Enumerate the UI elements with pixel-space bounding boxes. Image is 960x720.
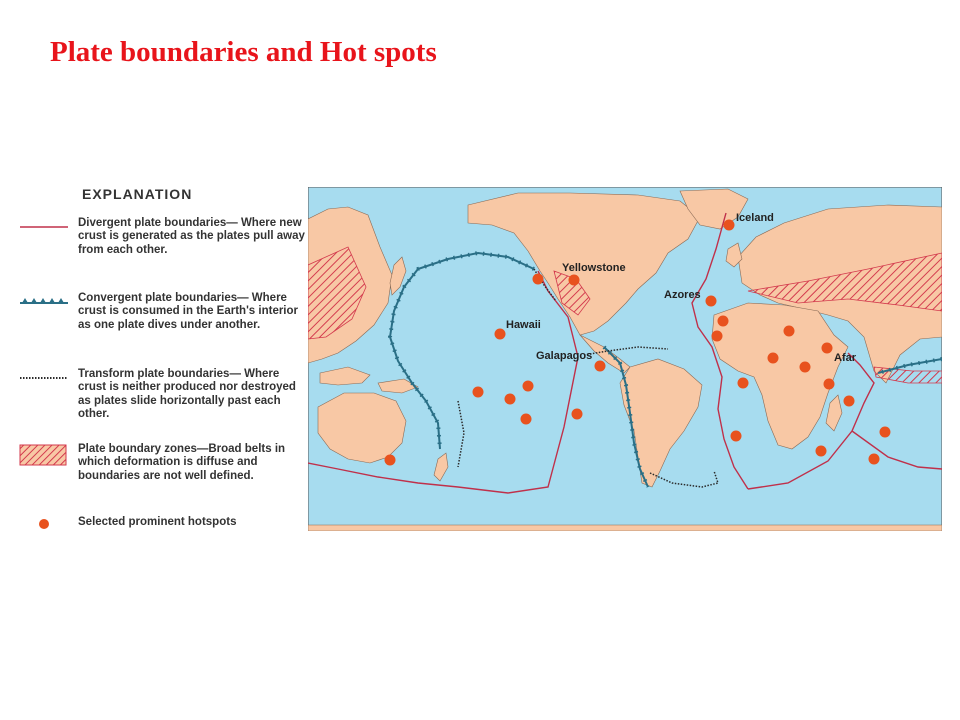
divergent-line-icon <box>18 217 70 243</box>
land-antarctica-edge <box>308 525 942 531</box>
page-title: Plate boundaries and Hot spots <box>50 36 437 68</box>
hotspot-iceland <box>724 220 735 231</box>
boundary-zone-hatch-icon <box>18 443 70 469</box>
hotspot-tristan <box>731 431 742 442</box>
world-map <box>308 187 942 531</box>
hotspot-galapagos <box>595 361 606 372</box>
hotspot-hawaii <box>495 329 506 340</box>
hotspot-yellowstone <box>569 275 580 286</box>
hotspot-ascension <box>738 378 749 389</box>
hotspot-reunion <box>844 396 855 407</box>
hotspot-lord-howe <box>385 455 396 466</box>
hotspot-st-paul <box>880 427 891 438</box>
label-iceland: Iceland <box>736 212 774 224</box>
legend-text-divergent: Divergent plate boundaries— Where new crust is generated as the plates pull away from each other. <box>78 217 305 256</box>
hotspot-comoros <box>824 379 835 390</box>
label-afar: Afar <box>834 352 857 364</box>
legend-text-transform: Transform plate boundaries— Where crust is neither produced nor destroyed as plates slide horizontally past each other. <box>78 368 296 421</box>
hotspot-kerguelen <box>869 454 880 465</box>
hotspot-juan-fernandez <box>572 409 583 420</box>
hotspot-marion <box>816 446 827 457</box>
hotspot-macdonald <box>521 414 532 425</box>
label-galapagos: Galapagos <box>536 350 593 362</box>
hotspot-yellowstone-west <box>533 274 544 285</box>
hotspot-cape-verde <box>712 331 723 342</box>
world-map-svg <box>308 187 942 531</box>
hotspot-pitcairn <box>505 394 516 405</box>
hotspot-afar <box>822 343 833 354</box>
hotspot-canary <box>718 316 729 327</box>
legend-text-convergent: Convergent plate boundaries— Where crust is consumed in the Earth's interior as one plate dives under another. <box>78 292 299 331</box>
hotspot-cameroon <box>800 362 811 373</box>
label-hawaii: Hawaii <box>506 319 541 331</box>
label-yellowstone: Yellowstone <box>562 262 626 274</box>
label-azores: Azores <box>664 289 701 301</box>
legend-text-boundary-zone: Plate boundary zones—Broad belts in which deformation is diffuse and boundaries are not well defined. <box>78 443 286 482</box>
map-legend <box>18 186 308 536</box>
hotspot-marquesas <box>523 381 534 392</box>
convergent-line-icon <box>18 292 70 318</box>
hotspot-society <box>473 387 484 398</box>
hotspot-darfur <box>768 353 779 364</box>
legend-heading: EXPLANATION <box>82 186 193 202</box>
hotspot-tibesti <box>784 326 795 337</box>
legend-text-hotspot: Selected prominent hotspots <box>78 516 237 528</box>
hotspot-azores <box>706 296 717 307</box>
hotspot-dot-icon <box>18 516 70 542</box>
transform-line-icon <box>18 368 70 394</box>
